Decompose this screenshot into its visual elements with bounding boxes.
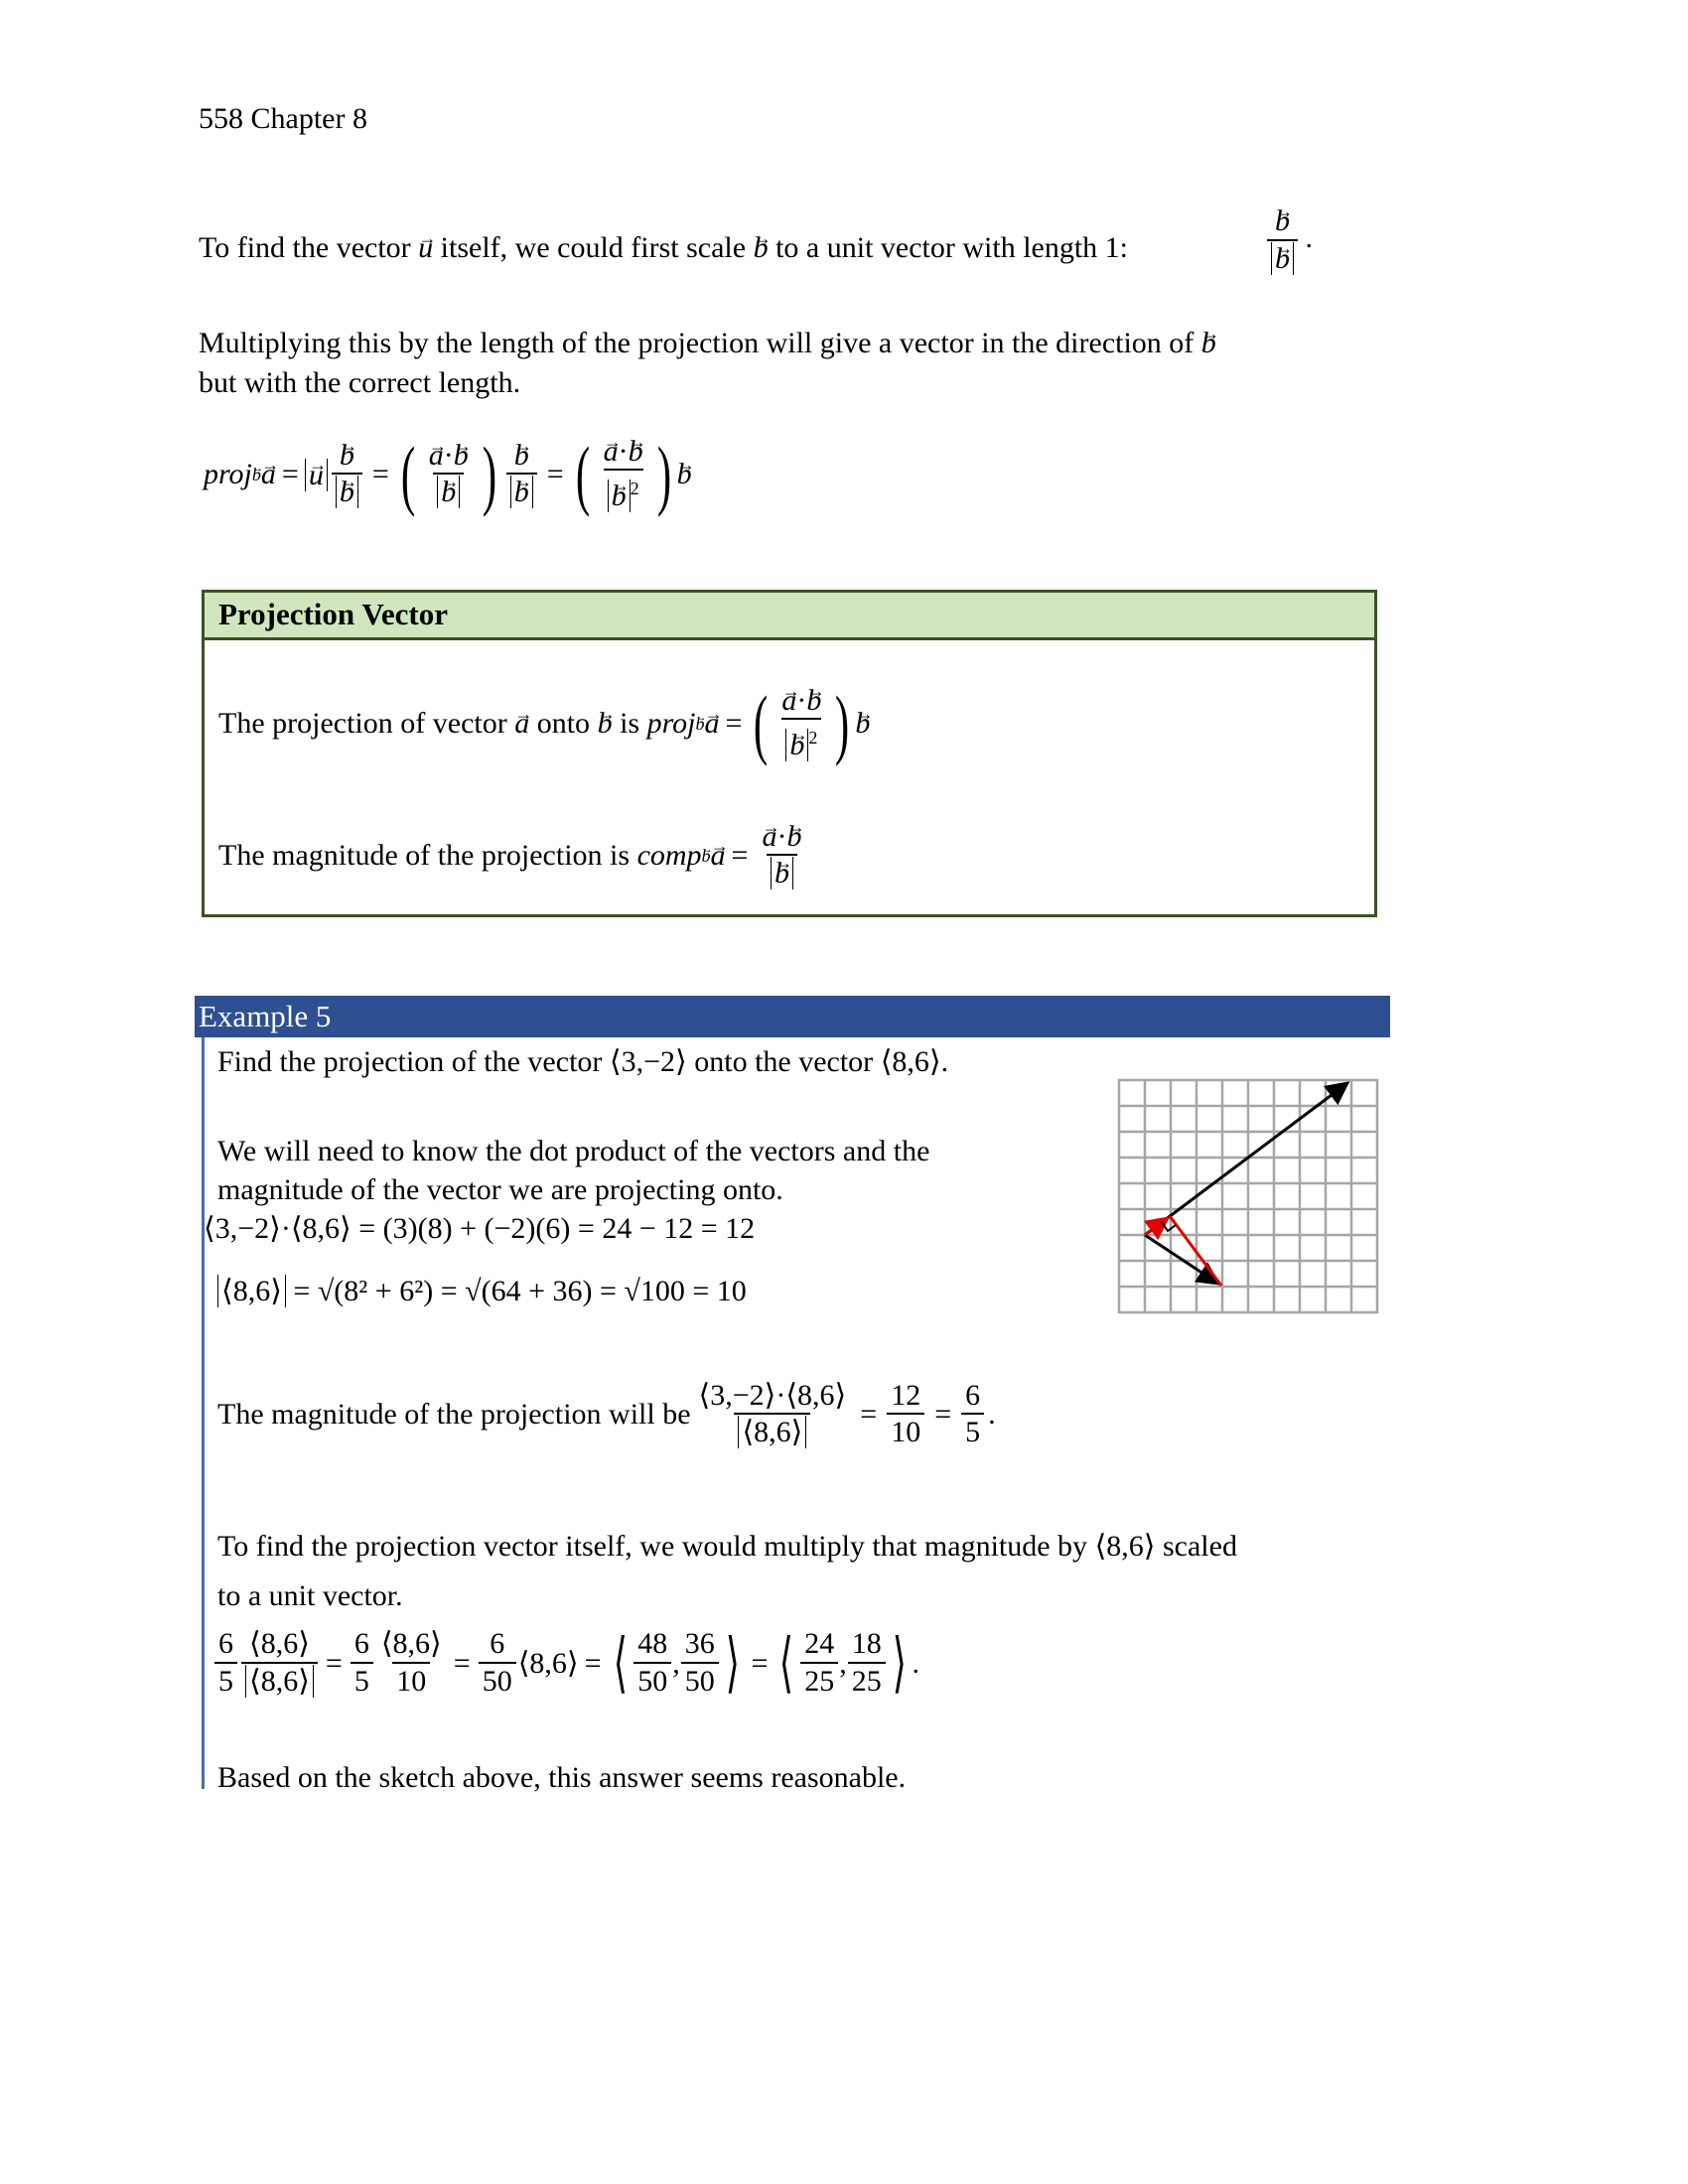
unit-vector-fraction: → b → b . bbox=[1267, 205, 1313, 277]
intro-line-2: Multiplying this by the length of the projection will give a vector in the direction of → b bbox=[199, 326, 1216, 361]
definition-box-header bbox=[205, 593, 1374, 640]
projection-vector-chain: $\frac{6}{5}$ $\frac{⟨8,6⟩}{⟨8,6⟩}$ = $\frac{6}{5}$ $\frac{⟨8,6⟩}{10}$ = $\frac{6}{50}$ ⟨8,6⟩ = ⟨ $\frac{48}{50}$ , $\frac{36}{50}$ ⟩ = ⟨ $\frac{24}{25}$ , $\frac{18}{25}$ ⟩ . bbox=[212, 1616, 919, 1710]
sketch-grid bbox=[1119, 1080, 1377, 1312]
intro-line-1: To find the vector → u itself, we could first scale → b to a unit vector with length 1: bbox=[199, 230, 1128, 266]
dot-product-equation: ⟨3,−2⟩·⟨8,6⟩ = (3)(8) + (−2)(6) = 24 − 12 = 12 bbox=[204, 1212, 756, 1245]
running-header bbox=[199, 101, 367, 137]
example-para-1-line-1: We will need to know the dot product of the vectors and the bbox=[217, 1135, 930, 1167]
projection-magnitude-line: The magnitude of the projection will be $\frac{⟨3,-2⟩\cdot⟨8,6⟩}{⟨8,6⟩}$ = $\frac{12}{10}$ = $\frac{6}{5}$ . bbox=[217, 1378, 996, 1449]
magnitude-definition-line: The magnitude of the projection is comp → b → a = → a·→ b → b bbox=[218, 806, 809, 905]
projection-vector-definition-box bbox=[202, 590, 1377, 917]
definition-box-title: Projection Vector bbox=[218, 597, 448, 631]
vector-scaling-text-line-1: To find the projection vector itself, we would multiply that magnitude by ⟨8,6⟩ scaled bbox=[217, 1530, 1237, 1563]
vector-b: → b bbox=[754, 230, 769, 266]
example-problem: Find the projection of the vector ⟨3,−2⟩ onto the vector ⟨8,6⟩. bbox=[217, 1045, 949, 1078]
vector-a-arrow bbox=[1145, 1235, 1218, 1284]
magnitude-equation: ⟨8,6⟩ = √(8² + 6²) = √(64 + 36) = √100 = 10 bbox=[217, 1274, 747, 1309]
intro-line-3: but with the correct length. bbox=[199, 366, 521, 399]
projection-derivation: proj → b → a = → u → b → b = ( → a·→ b → b ) → b → b = ( → a·→ b → b $^2$ ) → b bbox=[204, 405, 692, 544]
projection-definition-line: The projection of vector → a onto → b is proj → b → a = ( → a·→ b → b $^2$ ) → b bbox=[218, 654, 870, 793]
example-header bbox=[195, 996, 1390, 1037]
vector-scaling-text-line-2: to a unit vector. bbox=[217, 1579, 403, 1612]
example-conclusion: Based on the sketch above, this answer seems reasonable. bbox=[217, 1761, 907, 1794]
example-title: Example 5 bbox=[199, 999, 332, 1033]
example-side-bar bbox=[202, 1037, 205, 1789]
example-para-1-line-2: magnitude of the vector we are projecting onto. bbox=[217, 1173, 783, 1206]
vector-sketch bbox=[1112, 1072, 1390, 1320]
vector-u: → u bbox=[418, 230, 433, 266]
page-number: 558 bbox=[199, 102, 243, 135]
chapter-label: Chapter 8 bbox=[250, 102, 367, 135]
